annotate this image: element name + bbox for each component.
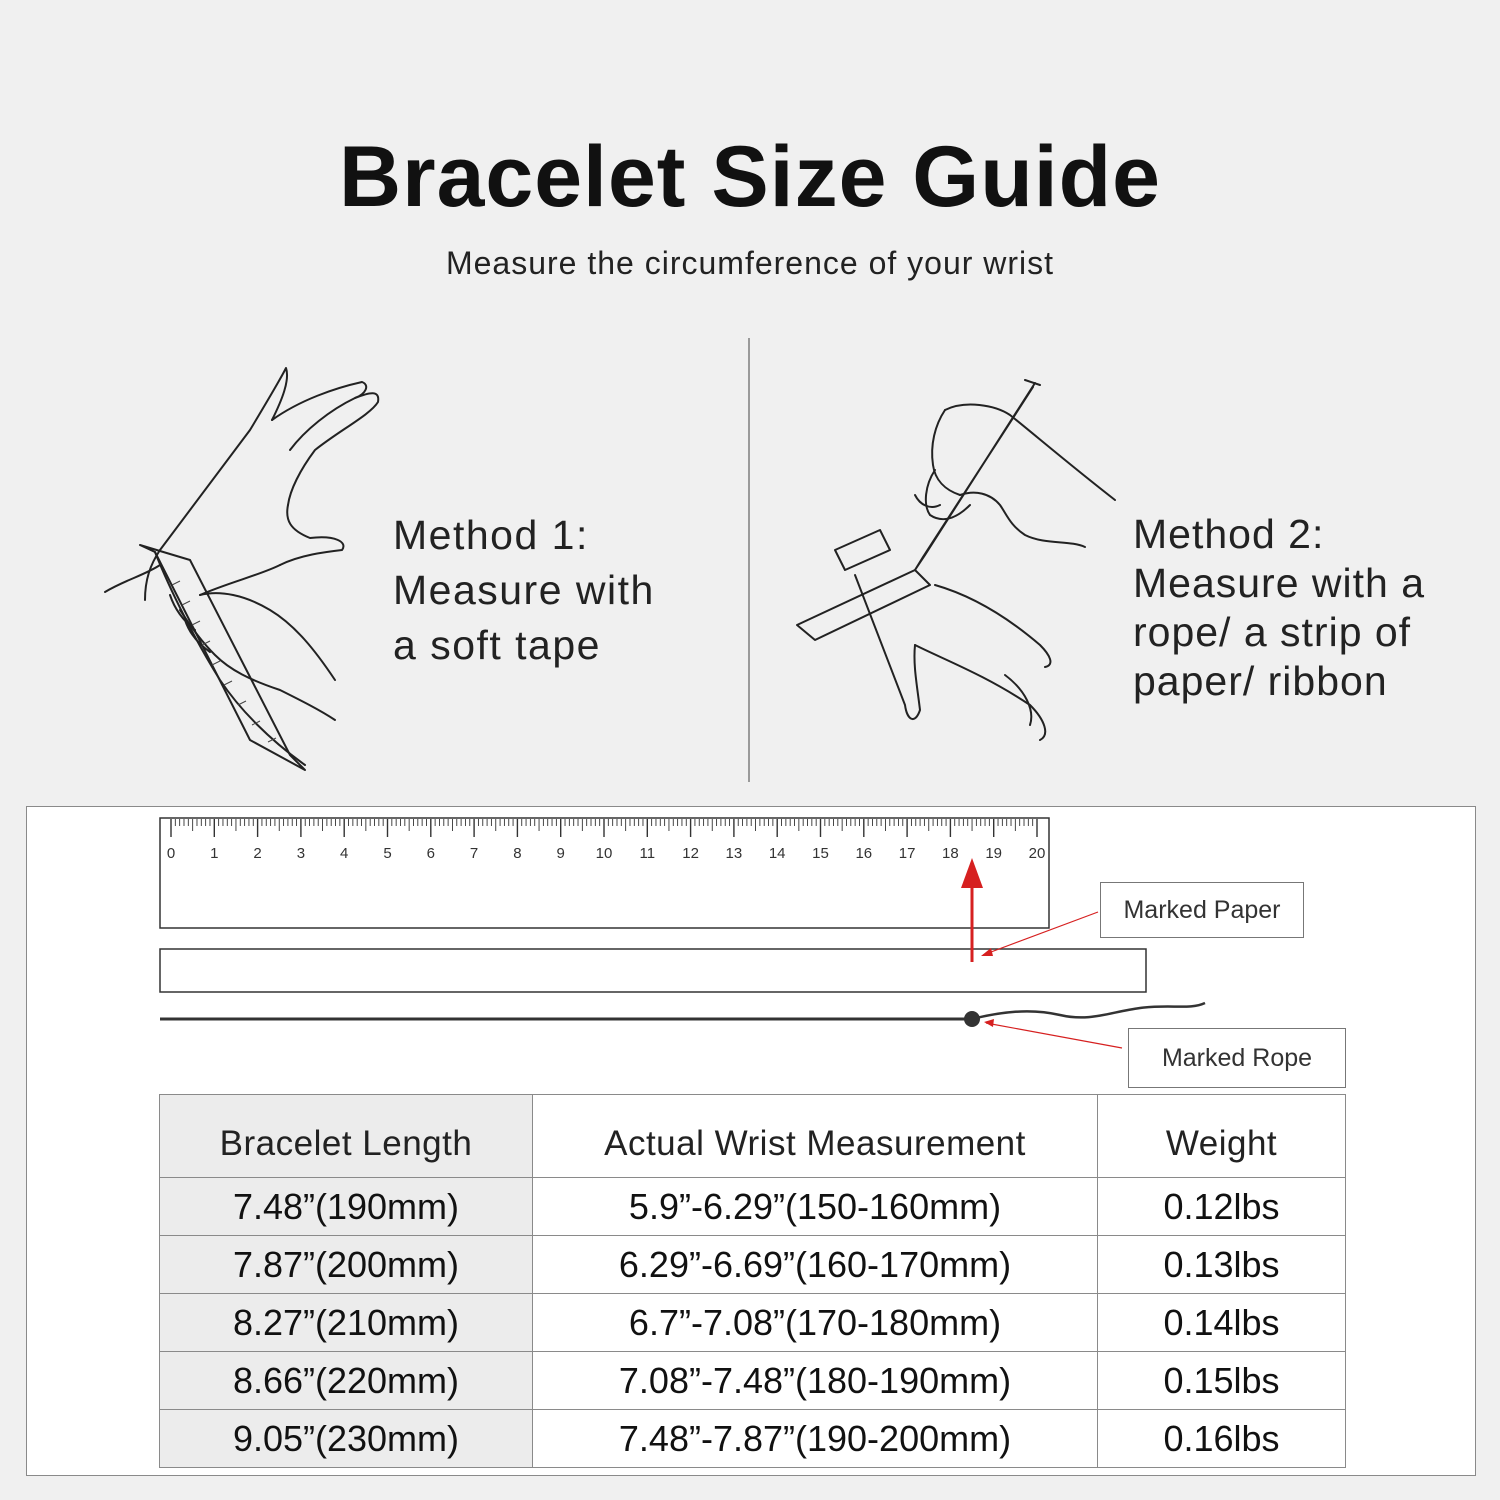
method-2-line: paper/ ribbon: [1133, 658, 1388, 704]
header-weight: Weight: [1098, 1095, 1346, 1178]
wrist-measurement-cell: 6.29”-6.69”(160-170mm): [533, 1236, 1098, 1294]
wrist-measurement-cell: 6.7”-7.08”(170-180mm): [533, 1294, 1098, 1352]
ruler-label: 6: [426, 845, 435, 862]
ruler-label: 16: [855, 845, 873, 862]
bracelet-length-cell: 9.05”(230mm): [160, 1410, 533, 1468]
ruler-label: 3: [296, 845, 306, 862]
table-row: [160, 1178, 1346, 1236]
ruler-ticks: [171, 819, 1037, 837]
header-bracelet-length: Bracelet Length: [160, 1095, 533, 1178]
ruler-label: 13: [725, 845, 743, 862]
header-wrist-measurement: Actual Wrist Measurement: [533, 1095, 1098, 1178]
rope-callout-pointer-head: [984, 1019, 994, 1027]
table-row: [160, 1410, 1346, 1468]
weight-cell: 0.14lbs: [1098, 1294, 1346, 1352]
wrist-measurement-cell: 5.9”-6.29”(150-160mm): [533, 1178, 1098, 1236]
page-title: Bracelet Size Guide: [339, 129, 1161, 225]
table-row: [160, 1236, 1346, 1294]
weight-cell: 0.12lbs: [1098, 1178, 1346, 1236]
marked-rope-callout: Marked Rope: [1128, 1028, 1346, 1088]
table-row: [160, 1352, 1346, 1410]
weight-cell: 0.16lbs: [1098, 1410, 1346, 1468]
ruler-label: 15: [812, 845, 829, 862]
method-1-line: Method 1:: [393, 512, 589, 558]
ruler-label: 4: [340, 845, 349, 862]
ruler-labels: [167, 845, 1046, 862]
ruler-label: 10: [595, 845, 613, 862]
ruler-label: 1: [210, 845, 219, 862]
ruler-label: 9: [556, 845, 565, 862]
method-2-line: rope/ a strip of: [1133, 609, 1412, 655]
ruler-label: 5: [383, 845, 392, 862]
bracelet-length-cell: 7.48”(190mm): [160, 1178, 533, 1236]
weight-cell: 0.15lbs: [1098, 1352, 1346, 1410]
weight-cell: 0.13lbs: [1098, 1236, 1346, 1294]
method-1-line: a soft tape: [393, 622, 601, 668]
bracelet-length-cell: 8.66”(220mm): [160, 1352, 533, 1410]
wrist-measurement-cell: 7.48”-7.87”(190-200mm): [533, 1410, 1098, 1468]
page-subtitle: Measure the circumference of your wrist: [445, 245, 1055, 281]
method-2-line: Method 2:: [1133, 511, 1325, 557]
method-1-line: Measure with: [393, 567, 655, 613]
method-2-line: Measure with a: [1133, 560, 1426, 606]
ruler-label: 7: [469, 845, 479, 862]
ruler-label: 11: [639, 845, 656, 862]
wrist-measurement-cell: 7.08”-7.48”(180-190mm): [533, 1352, 1098, 1410]
size-table: [159, 1094, 1346, 1468]
ruler-label: 14: [768, 845, 786, 862]
rope-callout-pointer: [986, 1023, 1122, 1048]
ruler-label: 12: [682, 845, 699, 862]
ruler-label: 18: [942, 845, 959, 862]
ruler-label: 0: [166, 845, 176, 862]
ruler-label: 8: [513, 845, 522, 862]
marked-paper-callout: Marked Paper: [1100, 882, 1304, 938]
ruler-label: 2: [253, 845, 262, 862]
table-header-row: [160, 1095, 1346, 1178]
table-row: [160, 1294, 1346, 1352]
rope-mark-dot: [964, 1011, 980, 1027]
bracelet-length-cell: 8.27”(210mm): [160, 1294, 533, 1352]
ruler-label: 20: [1028, 845, 1046, 862]
ruler-label: 19: [985, 845, 1003, 862]
rope-wavy: [972, 1003, 1205, 1019]
ruler-label: 17: [898, 845, 916, 862]
bracelet-length-cell: 7.87”(200mm): [160, 1236, 533, 1294]
marked-paper-strip: [160, 949, 1146, 992]
